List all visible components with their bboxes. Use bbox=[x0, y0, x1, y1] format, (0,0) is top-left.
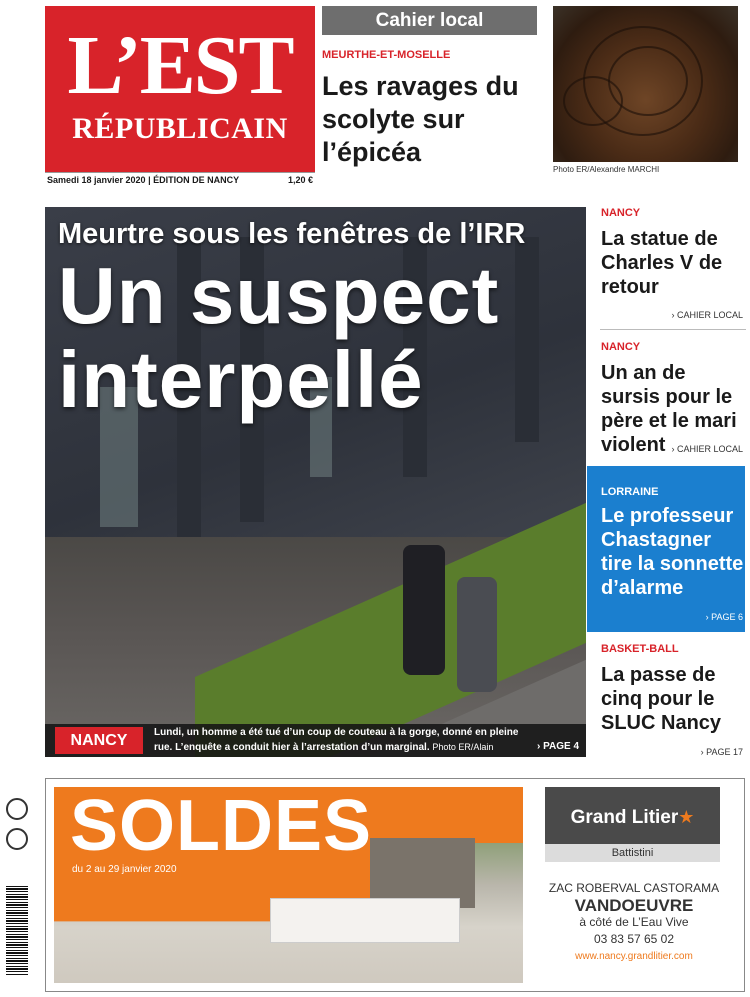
edition-date: Samedi 18 janvier 2020 | ÉDITION DE NANCY bbox=[47, 174, 240, 185]
side-story-headline[interactable]: La passe de cinq pour le SLUC Nancy bbox=[601, 664, 722, 734]
side-story-kicker: BASKET-BALL bbox=[601, 643, 679, 655]
main-story-page-link[interactable]: › PAGE 4 bbox=[537, 741, 580, 752]
side-story-headline[interactable]: Un an de sursis pour le père et le mari violent bbox=[601, 362, 737, 456]
section-tag: Cahier local bbox=[322, 6, 537, 35]
side-story-kicker: NANCY bbox=[601, 341, 641, 353]
side-story-page[interactable]: › CAHIER LOCAL bbox=[671, 444, 743, 454]
ad-dates: du 2 au 29 janvier 2020 bbox=[72, 864, 177, 875]
edition-price: 1,20 € bbox=[287, 174, 313, 185]
top-teaser-headline[interactable]: Les ravages du scolyte sur l’épicéa bbox=[322, 71, 519, 167]
main-story-kicker: Meurtre sous les fenêtres de l’IRR bbox=[58, 218, 526, 250]
ad-address-line2: à côté de L’Eau Vive bbox=[579, 915, 689, 929]
ad-address bbox=[540, 880, 728, 965]
top-teaser-kicker: MEURTHE-ET-MOSELLE bbox=[322, 49, 451, 61]
side-story-page[interactable]: › PAGE 17 bbox=[700, 747, 743, 757]
barcode-icon bbox=[6, 886, 28, 976]
edition-bar bbox=[45, 172, 315, 186]
side-story-page[interactable]: › CAHIER LOCAL bbox=[671, 310, 743, 320]
ad-store-name: Battistini bbox=[545, 844, 720, 862]
masthead-logo[interactable] bbox=[45, 6, 315, 172]
ad-address-line1: ZAC ROBERVAL CASTORAMA bbox=[548, 881, 720, 895]
caption-body: Lundi, un homme a été tué d’un coup de couteau à la gorge, donné en pleine rue. L’enquête a conduit hier à l’arrestation d’un marginal. bbox=[154, 727, 519, 753]
side-story[interactable] bbox=[587, 643, 745, 761]
side-story-kicker: NANCY bbox=[601, 207, 641, 219]
side-story[interactable] bbox=[587, 341, 745, 459]
main-story-tag: NANCY bbox=[55, 727, 143, 754]
ad-website-link[interactable]: www.nancy.grandlitier.com bbox=[575, 951, 693, 962]
paper-origin-icon bbox=[6, 828, 28, 850]
divider bbox=[600, 329, 746, 330]
ad-phone[interactable]: 03 83 57 65 02 bbox=[593, 932, 675, 946]
main-story-caption bbox=[154, 725, 534, 770]
recycle-icon bbox=[6, 798, 28, 820]
side-story-kicker: LORRAINE bbox=[601, 486, 659, 498]
caption-photo-credit: Photo ER/Alain THIESSE bbox=[154, 742, 494, 767]
side-story-headline[interactable]: Le professeur Chastagner tire la sonnette d’alarme bbox=[601, 505, 744, 599]
side-story[interactable] bbox=[587, 207, 745, 325]
side-story-page[interactable]: › PAGE 6 bbox=[705, 612, 743, 622]
bark-beetle-photo[interactable] bbox=[553, 6, 738, 162]
side-story-highlighted[interactable] bbox=[587, 466, 745, 632]
top-photo-credit: Photo ER/Alexandre MARCHI bbox=[553, 165, 660, 174]
masthead-title: L’EST bbox=[67, 19, 293, 112]
masthead-subtitle: RÉPUBLICAIN bbox=[72, 112, 288, 145]
ad-title: SOLDES bbox=[70, 786, 373, 866]
ad-city: VANDOEUVRE bbox=[574, 896, 694, 915]
photo-person-1 bbox=[403, 545, 445, 675]
main-story-headline[interactable]: Un suspect interpellé bbox=[58, 251, 500, 424]
side-story-headline[interactable]: La statue de Charles V de retour bbox=[601, 228, 723, 298]
photo-person-2 bbox=[457, 577, 497, 692]
ad-brand-name: Grand Litier bbox=[570, 807, 679, 828]
ad-brand-logo[interactable] bbox=[545, 787, 720, 862]
ad-bed bbox=[270, 898, 460, 943]
star-icon: ★ bbox=[678, 807, 695, 827]
